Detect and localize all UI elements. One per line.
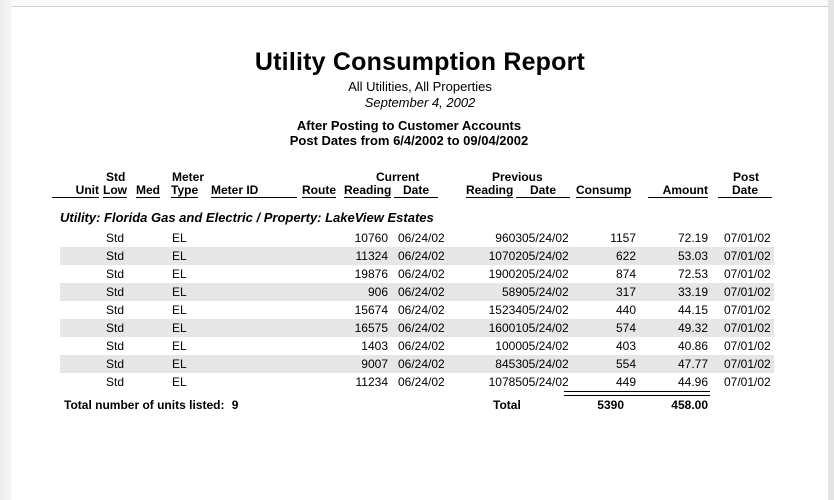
consump-cell: 574 — [615, 321, 636, 335]
total-label: Total — [493, 398, 521, 412]
meter-type-cell: EL — [172, 357, 187, 371]
std-low-cell: Std — [106, 321, 125, 335]
header-meter-id: Meter ID — [211, 184, 297, 198]
header-type: Type — [171, 183, 199, 197]
post-date-cell: 07/01/02 — [724, 375, 771, 389]
current-reading-cell: 19876 — [354, 267, 388, 281]
std-low-cell: Std — [106, 249, 125, 263]
consump-cell: 1157 — [610, 231, 636, 245]
current-reading-cell: 11324 — [355, 249, 388, 263]
report-page — [12, 7, 828, 500]
consump-cell: 317 — [615, 285, 636, 299]
consump-cell: 403 — [615, 339, 636, 353]
amount-total-rule — [638, 391, 710, 396]
table-row — [60, 355, 774, 373]
meter-type-cell: EL — [172, 303, 187, 317]
previous-reading-cell: 15234 — [488, 303, 522, 317]
consump-cell: 440 — [615, 303, 636, 317]
header-post-top: Post — [733, 170, 760, 184]
column-header-row — [52, 184, 774, 198]
previous-date-cell: 05/24/02 — [522, 357, 569, 371]
amount-cell: 33.19 — [677, 285, 708, 299]
posting-line: After Posting to Customer Accounts — [296, 118, 522, 133]
meter-type-cell: EL — [172, 231, 187, 245]
meter-type-cell: EL — [172, 249, 187, 263]
current-date-cell: 06/24/02 — [398, 231, 445, 245]
viewer-top-edge — [0, 0, 834, 7]
table-row — [60, 301, 774, 319]
header-route: Route — [302, 183, 336, 197]
previous-date-cell: 05/24/02 — [522, 321, 569, 335]
current-reading-cell: 906 — [367, 285, 388, 299]
amount-cell: 53.03 — [677, 249, 708, 263]
header-post-date: Date — [718, 184, 772, 198]
amount-cell: 72.19 — [677, 231, 708, 245]
table-row — [60, 283, 774, 301]
table-row — [60, 373, 774, 391]
current-date-cell: 06/24/02 — [398, 267, 445, 281]
previous-reading-cell: 10785 — [488, 375, 522, 389]
report-title: Utility Consumption Report — [254, 48, 586, 76]
amount-cell: 44.15 — [677, 303, 708, 317]
header-std-top: Std — [106, 170, 126, 184]
header-consump: Consump — [576, 183, 632, 197]
viewer-left-shadow — [0, 0, 12, 500]
std-low-cell: Std — [106, 285, 125, 299]
report-date: September 4, 2002 — [364, 95, 476, 110]
previous-date-cell: 05/24/02 — [522, 249, 569, 263]
current-reading-cell: 15674 — [354, 303, 388, 317]
amount-cell: 72.53 — [677, 267, 708, 281]
current-reading-cell: 10760 — [354, 231, 388, 245]
total-amount: 458.00 — [671, 398, 708, 412]
meter-type-cell: EL — [172, 339, 187, 353]
table-row — [60, 247, 774, 265]
viewer-scrollbar-track[interactable] — [828, 0, 834, 500]
total-consump: 5390 — [597, 398, 624, 412]
post-date-cell: 07/01/02 — [724, 231, 771, 245]
group-heading: Utility: Florida Gas and Electric / Property: LakeView Estates — [60, 210, 434, 225]
previous-reading-cell: 1000 — [495, 339, 522, 353]
post-dates-line: Post Dates from 6/4/2002 to 09/04/2002 — [289, 133, 529, 148]
meter-type-cell: EL — [172, 375, 187, 389]
meter-type-cell: EL — [172, 267, 187, 281]
header-current: Current — [376, 170, 420, 184]
header-amount: Amount — [648, 184, 708, 198]
amount-cell: 47.77 — [677, 357, 708, 371]
consump-cell: 449 — [615, 375, 636, 389]
current-reading-cell: 16575 — [354, 321, 388, 335]
std-low-cell: Std — [106, 339, 125, 353]
previous-reading-cell: 19002 — [488, 267, 522, 281]
header-unit: Unit — [52, 184, 99, 198]
header-previous: Previous — [492, 170, 543, 184]
post-date-cell: 07/01/02 — [724, 357, 771, 371]
current-reading-cell: 9007 — [361, 357, 388, 371]
consump-cell: 554 — [615, 357, 636, 371]
header-current-date: Date — [394, 184, 438, 198]
report-rows — [60, 229, 774, 391]
report-subtitle: All Utilities, All Properties — [348, 79, 492, 94]
header-current-reading: Reading — [344, 183, 392, 197]
previous-reading-cell: 589 — [501, 285, 522, 299]
std-low-cell: Std — [106, 267, 125, 281]
consump-cell: 874 — [615, 267, 636, 281]
units-label-text: Total number of units listed: — [64, 398, 225, 412]
post-date-cell: 07/01/02 — [724, 339, 771, 353]
std-low-cell: Std — [106, 357, 125, 371]
post-date-cell: 07/01/02 — [724, 267, 771, 281]
current-date-cell: 06/24/02 — [398, 303, 445, 317]
table-row — [60, 319, 774, 337]
previous-reading-cell: 8453 — [495, 357, 522, 371]
amount-cell: 40.86 — [677, 339, 708, 353]
previous-date-cell: 05/24/02 — [522, 339, 569, 353]
header-low: Low — [103, 183, 127, 197]
current-date-cell: 06/24/02 — [398, 357, 445, 371]
header-previous-date: Date — [516, 184, 570, 198]
header-med: Med — [136, 183, 160, 197]
current-date-cell: 06/24/02 — [398, 375, 445, 389]
previous-date-cell: 05/24/02 — [522, 285, 569, 299]
post-date-cell: 07/01/02 — [724, 321, 771, 335]
previous-reading-cell: 9603 — [495, 231, 522, 245]
meter-type-cell: EL — [172, 285, 187, 299]
std-low-cell: Std — [106, 231, 125, 245]
meter-type-cell: EL — [172, 321, 187, 335]
std-low-cell: Std — [106, 375, 125, 389]
post-date-cell: 07/01/02 — [724, 249, 771, 263]
current-date-cell: 06/24/02 — [398, 321, 445, 335]
header-meter-top: Meter — [172, 170, 205, 184]
current-date-cell: 06/24/02 — [398, 249, 445, 263]
previous-reading-cell: 10702 — [488, 249, 522, 263]
table-row — [60, 265, 774, 283]
post-date-cell: 07/01/02 — [724, 285, 771, 299]
consump-total-rule — [564, 391, 640, 396]
previous-date-cell: 05/24/02 — [522, 231, 569, 245]
units-count-label — [64, 398, 238, 412]
current-date-cell: 06/24/02 — [398, 285, 445, 299]
units-count-value: 9 — [231, 398, 239, 412]
post-date-cell: 07/01/02 — [724, 303, 771, 317]
table-row — [60, 229, 774, 247]
current-reading-cell: 1403 — [361, 339, 388, 353]
amount-cell: 44.96 — [677, 375, 708, 389]
consump-cell: 622 — [615, 249, 636, 263]
std-low-cell: Std — [106, 303, 125, 317]
current-reading-cell: 11234 — [355, 375, 388, 389]
table-row — [60, 337, 774, 355]
header-previous-reading: Reading — [466, 183, 514, 197]
current-date-cell: 06/24/02 — [398, 339, 445, 353]
previous-date-cell: 05/24/02 — [522, 375, 569, 389]
previous-date-cell: 05/24/02 — [522, 267, 569, 281]
previous-date-cell: 05/24/02 — [522, 303, 569, 317]
amount-cell: 49.32 — [677, 321, 708, 335]
previous-reading-cell: 16001 — [488, 321, 522, 335]
